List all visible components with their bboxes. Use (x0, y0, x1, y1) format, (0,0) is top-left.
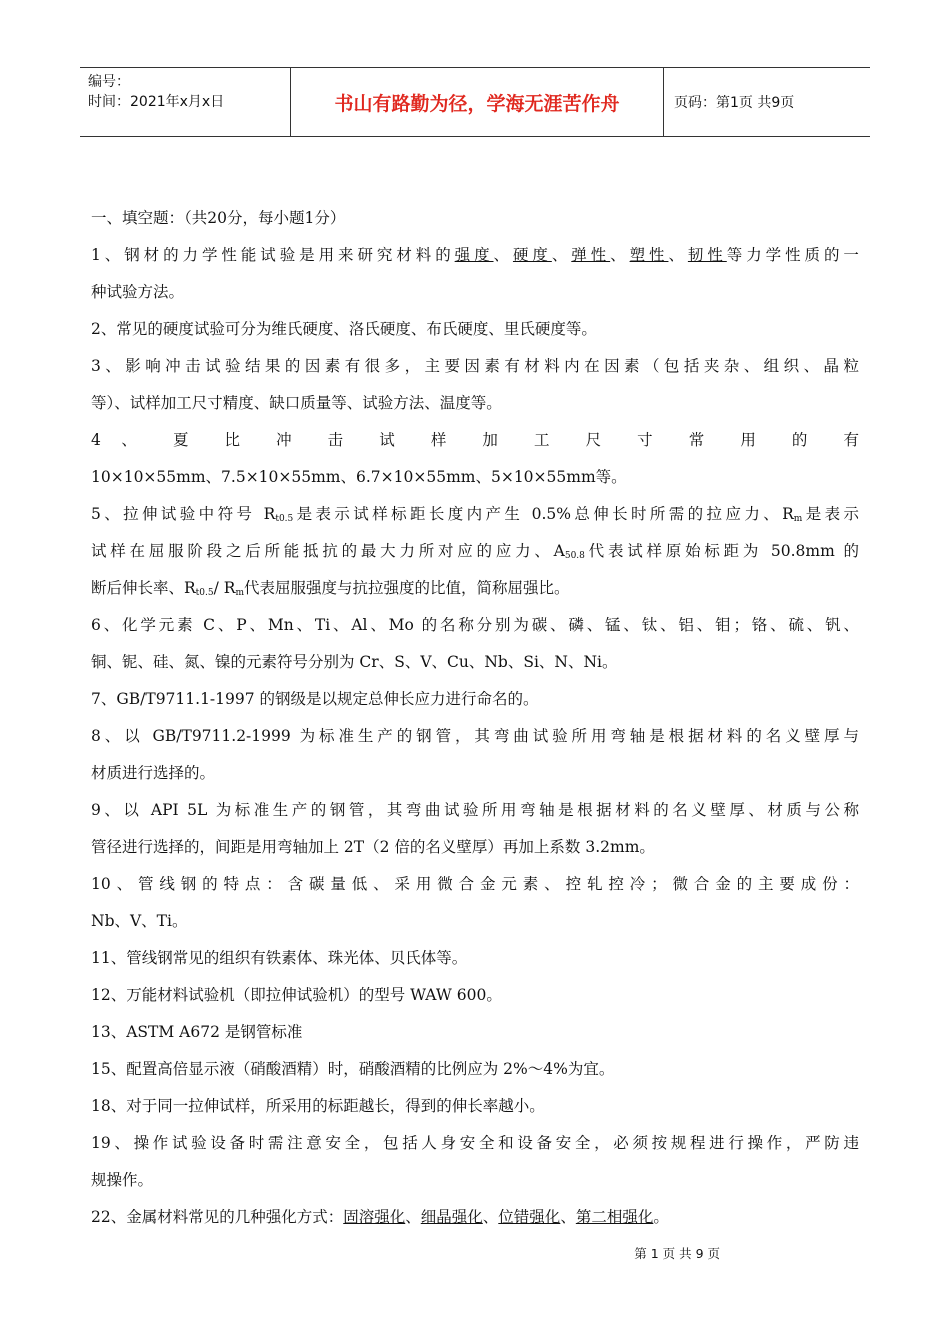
question-8-line-2: 材质进行选择的。 (91, 764, 216, 782)
text-span: 、 (668, 246, 688, 264)
subscript: 50.8 (564, 551, 585, 561)
question-4-line-2: 10×10×55mm、7.5×10×55mm、6.7×10×55mm、5×10×55mm等。 (91, 468, 627, 486)
subscript: t0.5 (195, 588, 214, 598)
question-1-line-1 (91, 237, 859, 274)
answer-blank: 韧性 (687, 246, 727, 264)
page-header (80, 67, 870, 137)
question-15: 15、配置高倍显示液（硝酸酒精）时，硝酸酒精的比例应为 2%～4%为宜。 (91, 1060, 615, 1078)
text-span: 是表示试样标距长度内产生 0.5%总伸长时所需的拉应力、R (293, 505, 794, 523)
subscript: m (235, 588, 244, 598)
question-9-line-1: 9、以 API 5L 为标准生产的钢管，其弯曲试验所用弯轴是根据材料的名义壁厚、材质与公称 (91, 801, 859, 819)
question-1-line-2: 种试验方法。 (91, 283, 185, 301)
text-span: 、 (551, 246, 572, 264)
answer-blank: 硬度 (512, 246, 552, 264)
answer-blank: 位错强化 (498, 1208, 561, 1226)
text-span: 、 (482, 1208, 499, 1226)
text-span: 1、钢材的力学性能试验是用来研究材料的 (91, 246, 455, 264)
header-page-info: 页码：第1页 共9页 (674, 95, 795, 111)
question-8-line-1: 8、以 GB/T9711.2-1999 为标准生产的钢管，其弯曲试验所用弯轴是根据材料的名义壁厚与 (91, 727, 859, 745)
text-span: 、 (493, 246, 513, 264)
subscript: t0.5 (275, 514, 294, 524)
question-6-line-1: 6、化学元素 C、P、Mn、Ti、Al、Mo 的名称分别为碳、磷、锰、钛、铝、钼；铬、硫、钒、 (91, 616, 859, 634)
question-18: 18、对于同一拉伸试样，所采用的标距越长，得到的伸长率越小。 (91, 1097, 545, 1115)
page-footer: 第 1 页 共 9 页 (634, 1246, 720, 1261)
answer-blank: 弹性 (571, 246, 611, 264)
question-10-line-1: 10、管线钢的特点：含碳量低、采用微合金元素、控轧控冷；微合金的主要成份： (91, 875, 859, 893)
question-12: 12、万能材料试验机（即拉伸试验机）的型号 WAW 600。 (91, 986, 502, 1004)
answer-blank: 强度 (454, 246, 494, 264)
text-span: 、 (610, 246, 630, 264)
question-5-line-3 (91, 570, 859, 607)
text-span: 等力学性质的一 (726, 246, 859, 264)
question-10-line-2: Nb、V、Ti。 (91, 912, 188, 930)
text-span: 22、金属材料常见的几种强化方式： (91, 1208, 344, 1226)
question-4-line-1: 4 、 夏 比 冲 击 试 样 加 工 尺 寸 常 用 的 有 (91, 431, 859, 449)
question-5-line-2 (91, 533, 859, 570)
section-title: 一、填空题：（共20分，每小题1分） (91, 209, 346, 227)
text-span: 代表屈服强度与抗拉强度的比值，简称屈强比。 (243, 579, 570, 597)
text-span: 5、拉伸试验中符号 R (91, 505, 276, 523)
answer-blank: 细晶强化 (420, 1208, 483, 1226)
question-3-line-2: 等）、试样加工尺寸精度、缺口质量等、试验方法、温度等。 (91, 394, 502, 412)
document-time: 时间：2021年x月x日 (88, 94, 225, 110)
question-22 (91, 1199, 859, 1236)
text-span: 断后伸长率、R (91, 579, 196, 597)
question-6-line-2: 铜、铌、硅、氮、镍的元素符号分别为 Cr、S、V、Cu、Nb、Si、N、Ni。 (91, 653, 618, 671)
header-motto: 书山有路勤为径，学海无涯苦作舟 (290, 68, 664, 136)
answer-blank: 第二相强化 (575, 1208, 654, 1226)
document-number: 编号： (88, 74, 130, 90)
question-11: 11、管线钢常见的组织有铁素体、珠光体、贝氏体等。 (91, 949, 468, 967)
question-19-line-2: 规操作。 (91, 1171, 154, 1189)
question-19-line-1: 19、操作试验设备时需注意安全，包括人身安全和设备安全，必须按规程进行操作，严防违 (91, 1134, 859, 1152)
text-span: 、 (560, 1208, 576, 1226)
question-5-line-1 (91, 496, 859, 533)
question-7: 7、GB/T9711.1-1997 的钢级是以规定总伸长应力进行命名的。 (91, 690, 539, 708)
text-span: 试样在屈服阶段之后所能抵抗的最大力所对应的应力、A (91, 542, 565, 560)
question-3-line-1: 3、影响冲击试验结果的因素有很多，主要因素有材料内在因素（包括夹杂、组织、晶粒 (91, 357, 859, 375)
text-span: 。 (653, 1208, 669, 1226)
text-span: / R (213, 579, 236, 597)
text-span: 代表试样原始标距为 50.8mm 的 (584, 542, 859, 560)
question-9-line-2: 管径进行选择的，间距是用弯轴加上 2T（2 倍的名义壁厚）再加上系数 3.2mm。 (91, 838, 655, 856)
answer-blank: 固溶强化 (343, 1208, 406, 1226)
text-span: 是表示 (802, 505, 859, 523)
question-2: 2、常见的硬度试验可分为维氏硬度、洛氏硬度、布氏硬度、里氏硬度等。 (91, 320, 597, 338)
answer-blank: 塑性 (629, 246, 669, 264)
header-meta (80, 68, 290, 136)
question-13: 13、ASTM A672 是钢管标准 (91, 1023, 303, 1041)
subscript: m (793, 514, 803, 524)
text-span: 、 (405, 1208, 421, 1226)
document-body (91, 200, 859, 1236)
